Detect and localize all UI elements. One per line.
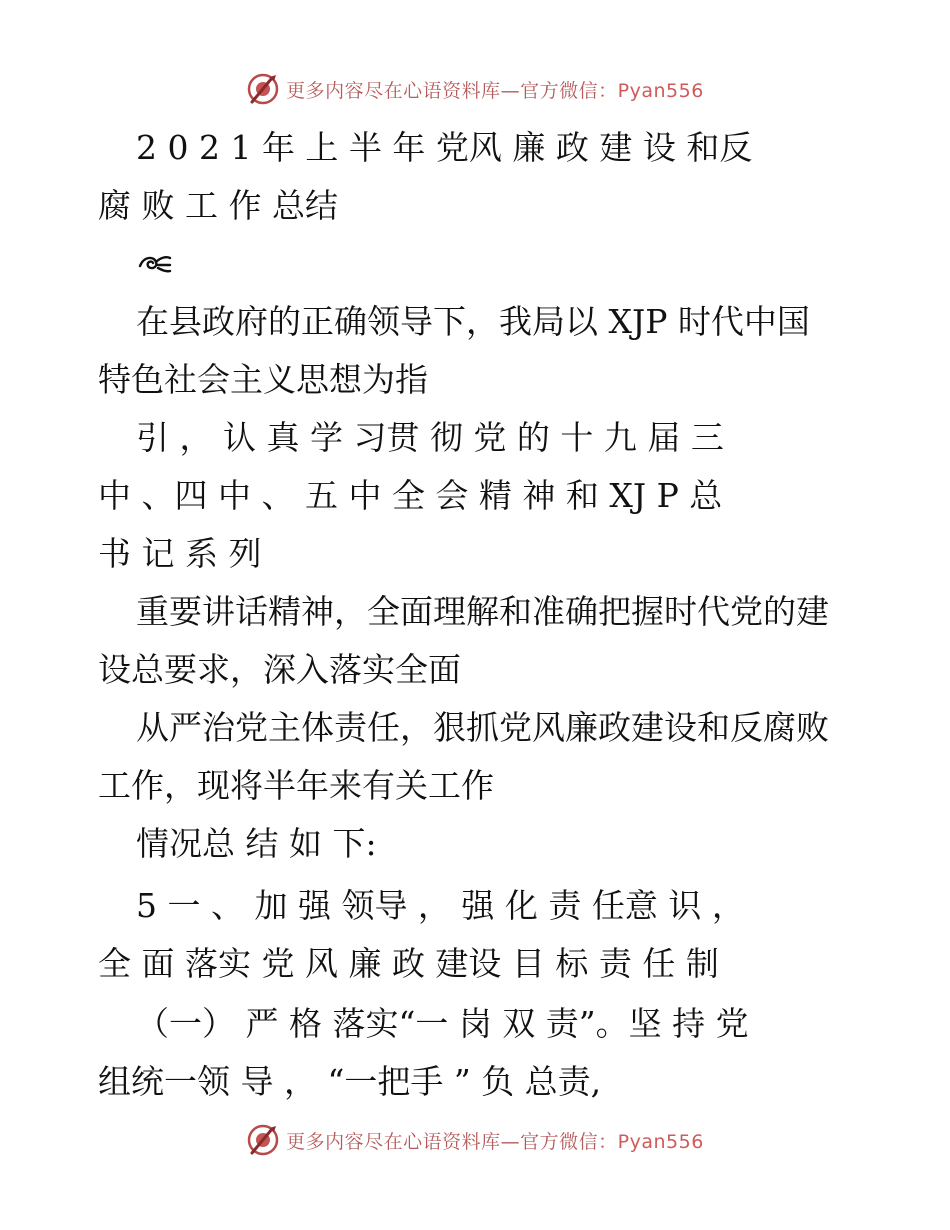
body-line-1: 在县政府的正确领导下，我局以 XJP 时代中国: [136, 302, 810, 341]
quill-logo-icon: [246, 1123, 280, 1157]
body-line-9: 工作，现将半年来有关工作: [98, 766, 494, 805]
wechat-id: Pyan556: [617, 1130, 704, 1153]
body-line-4: 中 、四 中 、 五 中 全 会 精 神 和 XJ P 总: [98, 476, 723, 515]
body-line-12: 组统一领 导 ， “一把手 ” 负 总责,: [98, 1062, 602, 1101]
quill-logo-icon: [246, 72, 280, 106]
decorative-flourish-icon: [136, 248, 174, 278]
body-line-6: 重要讲话精神，全面理解和准确把握时代党的建: [136, 592, 829, 631]
body-line-3: 引 ， 认 真 学 习贯 彻 党 的 十 九 届 三: [136, 418, 724, 457]
watermark-text: 更多内容尽在心语资料库—官方微信：Pyan556: [286, 79, 704, 102]
watermark-header: [0, 72, 950, 106]
watermark-text: 更多内容尽在心语资料库—官方微信：Pyan556: [286, 1130, 704, 1153]
body-line-7: 设总要求，深入落实全面: [98, 650, 461, 689]
body-line-8: 从严治党主体责任，狠抓党风廉政建设和反腐败: [136, 708, 829, 747]
watermark-footer: [0, 1123, 950, 1157]
section-heading-2: 全 面 落实 党 风 廉 政 建设 目 标 责 任 制: [98, 944, 719, 983]
title-line-2: 腐 败 工 作 总结: [98, 186, 338, 225]
body-line-11: （一） 严 格 落实“一 岗 双 责”。坚 持 党: [136, 1004, 749, 1043]
section-heading-1: 5 一 、 加 强 领导 ， 强 化 责 任意 识 ，: [136, 886, 745, 925]
wechat-id: Pyan556: [617, 79, 704, 102]
body-line-2: 特色社会主义思想为指: [98, 360, 428, 399]
title-line-1: 2 0 2 1 年 上 半 年 党风 廉 政 建 设 和反: [136, 128, 753, 167]
body-line-10: 情况总 结 如 下:: [136, 824, 377, 863]
body-line-5: 书 记 系 列: [98, 534, 262, 573]
